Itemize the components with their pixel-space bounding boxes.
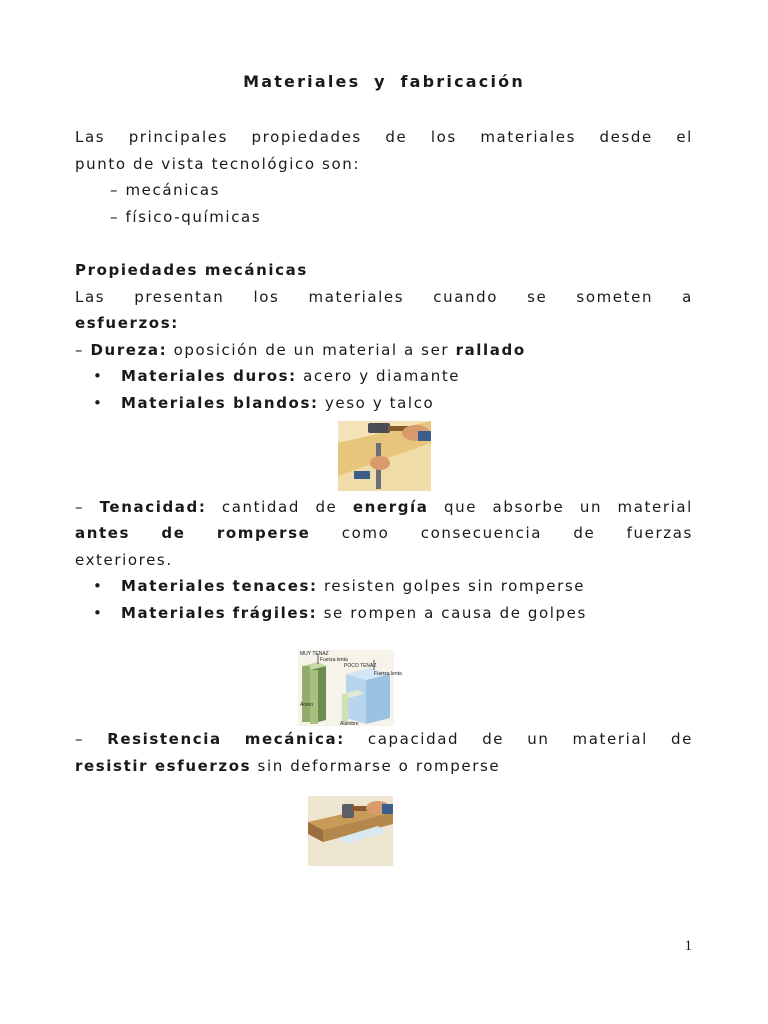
bullet-bold: frágiles: xyxy=(232,604,318,622)
word: principales xyxy=(128,128,228,146)
bullet-fragiles xyxy=(93,602,587,624)
label-fuerza-lenta: Fuerza lenta xyxy=(320,657,348,663)
term-energia: energía xyxy=(352,498,429,516)
bullet-bold: Materiales duros: xyxy=(121,367,297,385)
dash: – xyxy=(75,341,85,359)
dash: – xyxy=(75,730,85,748)
page-number: 1 xyxy=(684,938,692,954)
label-muy-tenaz: MUY TENAZ xyxy=(300,651,329,657)
bold-word: de xyxy=(161,524,186,542)
bullet-text: resisten golpes sin romperse xyxy=(323,577,586,595)
tenacidad-line-2 xyxy=(75,522,693,544)
rest-text: sin deformarse o romperse xyxy=(257,757,501,775)
word: material xyxy=(572,730,648,748)
bullet-dot: • xyxy=(93,577,104,595)
word: materiales xyxy=(480,128,576,146)
intro-line-2: punto de vista tecnológico son: xyxy=(75,155,361,173)
hammer-wood-illustration xyxy=(308,796,393,866)
term-tenacidad: Tenacidad: xyxy=(99,498,207,516)
resistencia-line-2 xyxy=(75,755,693,777)
word: capacidad xyxy=(367,730,460,748)
word: de xyxy=(385,128,408,146)
mecanicas-line-2 xyxy=(75,312,693,334)
word: un xyxy=(527,730,550,748)
word: de xyxy=(671,730,693,748)
term-mecanica: mecánica: xyxy=(244,730,345,748)
bullet-dot: • xyxy=(93,394,104,412)
word: los xyxy=(430,128,457,146)
bullet-duros xyxy=(93,365,460,387)
word: materiales xyxy=(308,288,405,306)
word: material xyxy=(617,498,693,516)
section-heading xyxy=(75,259,693,281)
word: a xyxy=(682,288,693,306)
word: consecuencia xyxy=(420,524,543,542)
tenacity-blocks-image xyxy=(298,650,402,727)
resistencia-line-1 xyxy=(75,728,693,750)
dureza-definition xyxy=(75,339,693,361)
word: cantidad xyxy=(221,498,300,516)
label-alambre: Alambre xyxy=(340,721,359,727)
intro-line-1 xyxy=(75,126,693,148)
hammer-chisel-illustration xyxy=(338,421,431,491)
word: propiedades xyxy=(251,128,362,146)
bullet-pre: Materiales xyxy=(121,577,227,595)
hammer-chisel-image xyxy=(338,421,431,491)
word: de xyxy=(315,498,338,516)
definition-text: oposición de un material a ser xyxy=(173,341,450,359)
bullet-pre: Materiales xyxy=(121,604,227,622)
heading-text: Propiedades mecánicas xyxy=(75,261,308,279)
word: los xyxy=(253,288,280,306)
bullet-text: acero y diamante xyxy=(303,367,461,385)
bold-word: antes xyxy=(75,524,131,542)
bullet-blandos xyxy=(93,392,434,414)
tenacity-illustration xyxy=(298,650,402,727)
tenacidad-line-3: exteriores. xyxy=(75,551,173,569)
word: de xyxy=(573,524,596,542)
word: un xyxy=(579,498,603,516)
label-poco-tenaz: POCO TENAZ xyxy=(344,663,377,669)
label-acero: Acero xyxy=(300,702,314,708)
word: Las xyxy=(75,128,106,146)
bullet-tenaces xyxy=(93,575,585,597)
word: se xyxy=(527,288,548,306)
bold-text: resistir esfuerzos xyxy=(75,757,252,775)
bullet-dot: • xyxy=(93,604,104,622)
term-rallado: rallado xyxy=(455,341,526,359)
list-item-mecanicas: – mecánicas xyxy=(110,181,221,199)
dash: – xyxy=(75,498,85,516)
word: de xyxy=(482,730,505,748)
mecanicas-line-1 xyxy=(75,286,693,308)
hammer-wood-image xyxy=(308,796,393,866)
bullet-text: yeso y talco xyxy=(324,394,435,412)
tenacidad-line-1 xyxy=(75,496,693,518)
word: el xyxy=(676,128,693,146)
word: Las xyxy=(75,288,106,306)
label-fuerza-lenta: Fuerza lenta xyxy=(374,671,402,677)
bold-word: romperse xyxy=(216,524,311,542)
term-dureza: Dureza: xyxy=(90,341,168,359)
term-resistencia: Resistencia xyxy=(107,730,222,748)
bullet-dot: • xyxy=(93,367,104,385)
word: cuando xyxy=(433,288,498,306)
bullet-bold: tenaces: xyxy=(232,577,318,595)
word: como xyxy=(341,524,390,542)
word: desde xyxy=(599,128,653,146)
bullet-bold: Materiales blandos: xyxy=(121,394,319,412)
page-title: Materiales y fabricación xyxy=(243,72,525,91)
word: presentan xyxy=(134,288,225,306)
bold-text: esfuerzos: xyxy=(75,314,179,332)
word: someten xyxy=(576,288,654,306)
list-item-fisico-quimicas: – físico-químicas xyxy=(110,208,262,226)
word: que xyxy=(443,498,478,516)
bullet-text: se rompen a causa de golpes xyxy=(323,604,587,622)
word: absorbe xyxy=(492,498,565,516)
word: fuerzas xyxy=(626,524,693,542)
